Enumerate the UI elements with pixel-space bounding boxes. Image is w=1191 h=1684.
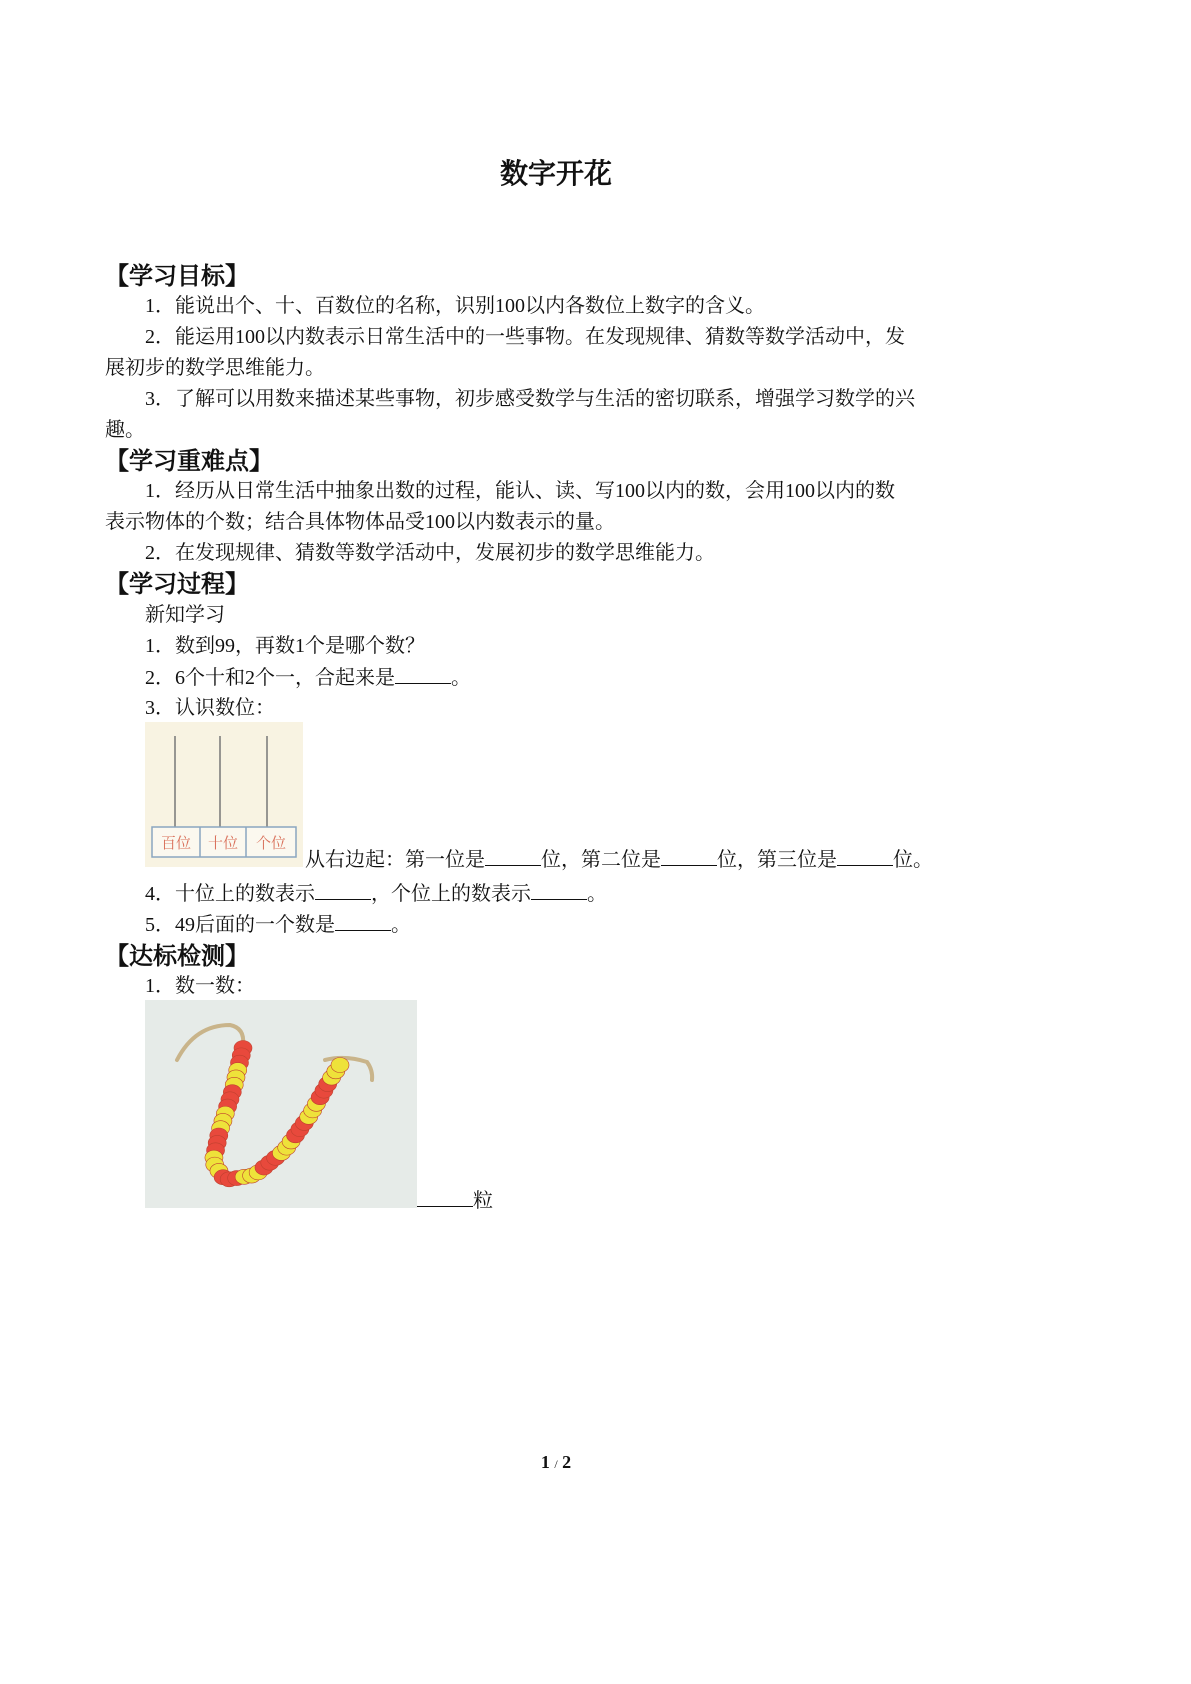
q3-text: 位。 [893,849,933,871]
abacus-label: 十位 [207,836,239,852]
bead-string-image [145,1000,417,1208]
answer-blank[interactable] [395,665,451,684]
answer-blank[interactable] [837,847,893,866]
section-heading-key-points: 【学习重难点】 [105,447,273,475]
key-point-item: 2．在发现规律、猜数等数学活动中，发展初步的数学思维能力。 [145,542,715,564]
goal-item: 展初步的数学思维能力。 [105,357,325,379]
q3-text: 位，第三位是 [717,849,837,871]
q2-text: 2．6个十和2个一，合起来是 [145,667,395,689]
section-heading-process: 【学习过程】 [105,570,249,598]
q3-text: 位，第二位是 [541,849,661,871]
goal-item: 3．了解可以用数来描述某些事物，初步感受数学与生活的密切联系，增强学习数学的兴 [145,388,915,410]
q4-text: 4．十位上的数表示 [145,883,315,905]
question-2 [145,665,471,690]
goal-item: 趣。 [105,419,145,441]
answer-blank[interactable] [417,1188,473,1207]
q2-end: 。 [451,667,471,689]
unit-label: 粒 [473,1190,493,1212]
question-1: 1．数到99，再数1个是哪个数？ [145,635,425,657]
q4-text: ，个位上的数表示 [371,883,531,905]
test-answer [417,1188,493,1213]
page-number: 1 / 2 [540,1452,572,1472]
key-point-item: 表示物体的个数；结合具体物体品受100以内数表示的量。 [105,511,615,533]
question-5 [145,912,411,937]
test-question-1: 1．数一数： [145,975,255,997]
q4-text: 。 [587,883,607,905]
answer-blank[interactable] [531,881,587,900]
goal-item: 1．能说出个、十、百数位的名称，识别100以内各数位上数字的含义。 [145,295,765,317]
section-heading-goals: 【学习目标】 [105,262,249,290]
answer-blank[interactable] [485,847,541,866]
answer-blank[interactable] [315,881,371,900]
answer-blank[interactable] [661,847,717,866]
q3-text: 从右边起：第一位是 [305,849,485,871]
question-3: 3．认识数位： [145,697,275,719]
question-3-text [305,847,933,872]
q5-text: 。 [391,914,411,936]
section-heading-test: 【达标检测】 [105,942,249,970]
page-title: 数字开花 [499,157,612,190]
key-point-item: 1．经历从日常生活中抽象出数的过程，能认、读、写100以内的数，会用100以内的数 [145,480,895,502]
abacus-label: 百位 [160,836,192,852]
goal-item: 2．能运用100以内数表示日常生活中的一些事物。在发现规律、猜数等数学活动中，发 [145,326,905,348]
question-4 [145,881,607,906]
abacus-image [145,722,303,867]
answer-blank[interactable] [335,912,391,931]
bead [331,1058,349,1073]
subheading-new-knowledge: 新知学习 [145,604,225,626]
q5-text: 5．49后面的一个数是 [145,914,335,936]
abacus-label: 个位 [255,836,287,852]
